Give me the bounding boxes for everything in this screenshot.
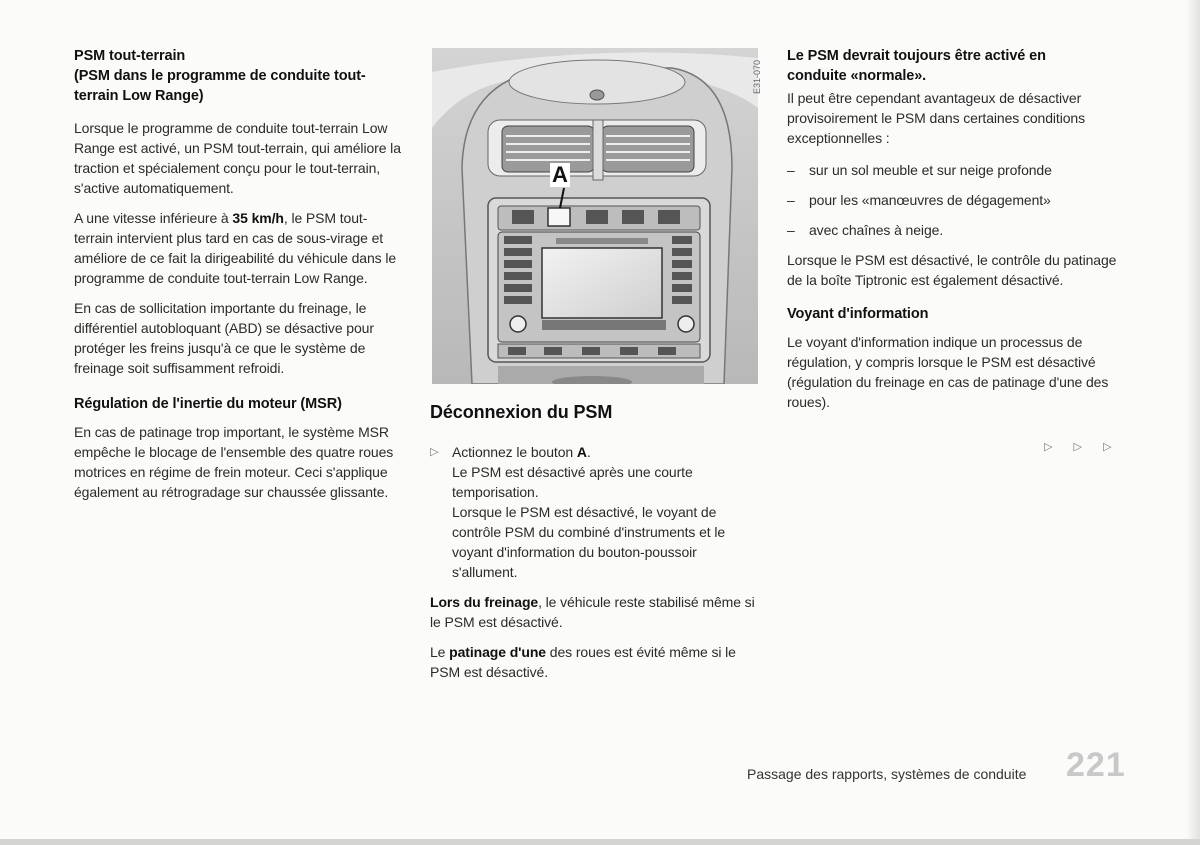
heading-line: Le PSM devrait toujours être activé en: [787, 48, 1046, 64]
bold-run: Lors du freinage: [430, 594, 539, 610]
heading-line: terrain Low Range): [74, 88, 204, 104]
heading-voyant-information: Voyant d'information: [787, 306, 929, 322]
text-run: , le PSM tout-terrain intervient plus tard en cas de sous-virage et améliore de ce fait la dirigeabilité du véhicule dans le programme de conduite tout-terrain Low Range.: [74, 210, 397, 286]
step-arrow-icon: ▷: [430, 446, 439, 458]
heading-psm-tout-terrain: [74, 46, 406, 106]
heading-msr: Régulation de l'inertie du moteur (MSR): [74, 396, 342, 412]
page-bottom-edge: [0, 839, 1200, 845]
text-run: Actionnez le bouton: [452, 444, 577, 460]
step-line: [452, 442, 762, 462]
step-line: Le PSM est désactivé après une courte temporisation.: [452, 464, 693, 500]
list-item: – avec chaînes à neige.: [787, 220, 1121, 240]
middle-column: [430, 400, 762, 692]
footer-section-title: Passage des rapports, systèmes de conduite: [747, 766, 1027, 782]
text-run: Le: [430, 644, 450, 660]
paragraph: Lorsque le PSM est désactivé, le contrôle du patinage de la boîte Tiptronic est également désactivé.: [787, 252, 1117, 288]
page-number: 221: [1066, 746, 1126, 784]
dashboard-console-illustration: [432, 48, 758, 384]
bold-run: patinage d'une: [449, 644, 546, 660]
console-drawing: [432, 48, 758, 384]
heading-line: conduite «normale».: [787, 68, 927, 84]
paragraph: Le voyant d'information indique un processus de régulation, y compris lorsque le PSM est désactivé (régulation du freinage en cas de patinage d'une des roues).: [787, 334, 1109, 410]
heading-line: (PSM dans le programme de conduite tout-: [74, 68, 366, 84]
paragraph: [430, 642, 762, 682]
heading-line: PSM tout-terrain: [74, 48, 186, 64]
heading-psm-active: [787, 46, 1121, 86]
instruction-step: [430, 442, 762, 582]
step-line: Lorsque le PSM est désactivé, le voyant de contrôle PSM du combiné d'instruments et le voyant d'information du bouton-poussoir s'allument.: [452, 504, 726, 580]
figure-code: [752, 50, 764, 94]
heading-deconnexion-psm: Déconnexion du PSM: [430, 402, 613, 422]
text-run: .: [586, 444, 591, 460]
list-item: – sur un sol meuble et sur neige profonde: [787, 160, 1121, 180]
right-column: [787, 46, 1121, 422]
paragraph: En cas de patinage trop important, le système MSR empêche le blocage de l'ensemble des quatre roues motrices en régime de frein moteur. Ceci s'applique également au rétrogradage sur chaussée glissante.: [74, 424, 394, 500]
speed-value: 35 km/h: [232, 210, 284, 226]
paragraph: Il peut être cependant avantageux de désactiver provisoirement le PSM dans certaines conditions exceptionnelles :: [787, 90, 1086, 146]
callout-label-a: A: [552, 162, 568, 187]
text-run: , le véhicule reste stabilisé même si le PSM est désactivé.: [430, 594, 755, 630]
paragraph: Lorsque le programme de conduite tout-terrain Low Range est activé, un PSM tout-terrain, qui améliore la traction et spécialement conçu pour le tout-terrain, s'active automatiquement.: [74, 120, 401, 196]
text-run: A une vitesse inférieure à: [74, 210, 233, 226]
text-run: des roues est évité même si le PSM est désactivé.: [430, 644, 736, 680]
paragraph: [74, 208, 406, 288]
paragraph: En cas de sollicitation importante du freinage, le différentiel autobloquant (ABD) se désactive pour protéger les freins jusqu'à ce que le système de freinage soit suffisamment refroidi.: [74, 300, 374, 376]
left-column: [74, 46, 406, 512]
list-item: – pour les «manœuvres de dégagement»: [787, 190, 1121, 210]
page-edge-shadow: [1186, 0, 1200, 845]
figure-code-text: E31-070: [752, 59, 762, 94]
continue-arrows-icon: ▷ ▷ ▷: [1044, 441, 1112, 453]
button-reference: A: [576, 444, 587, 460]
paragraph: [430, 592, 762, 632]
